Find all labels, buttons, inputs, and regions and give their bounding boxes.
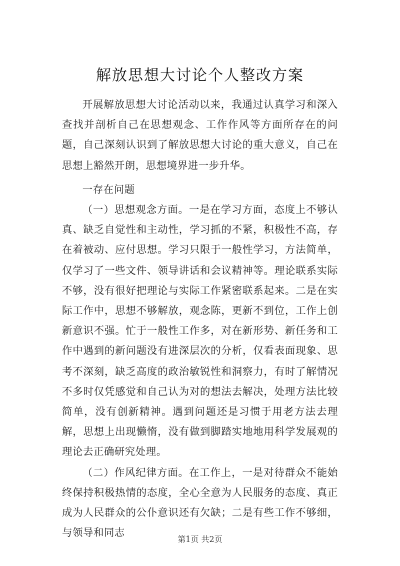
- section-heading: 一存在问题: [82, 184, 135, 196]
- page-footer: 第1页 共2页: [177, 535, 223, 544]
- intro-paragraph: 开展解放思想大讨论活动以来，我通过认真学习和深入查找并剖析自己在思想观念、工作作风等方面所存在的问题，自己深刻认识到了解放思想大讨论的重大意义，自己在思想上豁然开朗，思想境界进一步升华。: [62, 100, 338, 172]
- thought-concept-paragraph: （一）思想观念方面。一是在学习方面，态度上不够认真、缺乏自觉性和主动性，学习抓的不紧，积极性不高，存在着被动、应付思想。学习只限于一般性学习，方法简单，仅学习了一些文件、领导讲话和会议精神等。理论联系实际不够，没有很好把理论与实际工作紧密联系起来。二是在实际工作中，思想不够解放，观念陈，更新不到位，工作上创新意识不强。忙于一般性工作多，对在新形势、新任务和工作中遇到的新问题没有进深层次的分析，仅看表面现象、思考不深刻，缺乏高度的政治敏锐性和洞察力，有时了解情况不多时仅凭感觉和自己认为对的想法去解决，处理方法比较简单，没有创新精神。遇到问题还是习惯于用老方法去理解，思想上出现懒惰，没有做到脚踏实地地用科学发展观的理论去正确研究处理。: [62, 205, 338, 459]
- document-title: 解放思想大讨论个人整改方案: [95, 66, 304, 84]
- work-style-paragraph: （二）作风纪律方面。在工作上，一是对待群众不能始终保持积极热情的态度，全心全意为人民服务的态度、真正成为人民群众的公仆意识还有欠缺；二是有些工作不够细，与领导和同志: [62, 467, 338, 540]
- document-body: [62, 96, 338, 544]
